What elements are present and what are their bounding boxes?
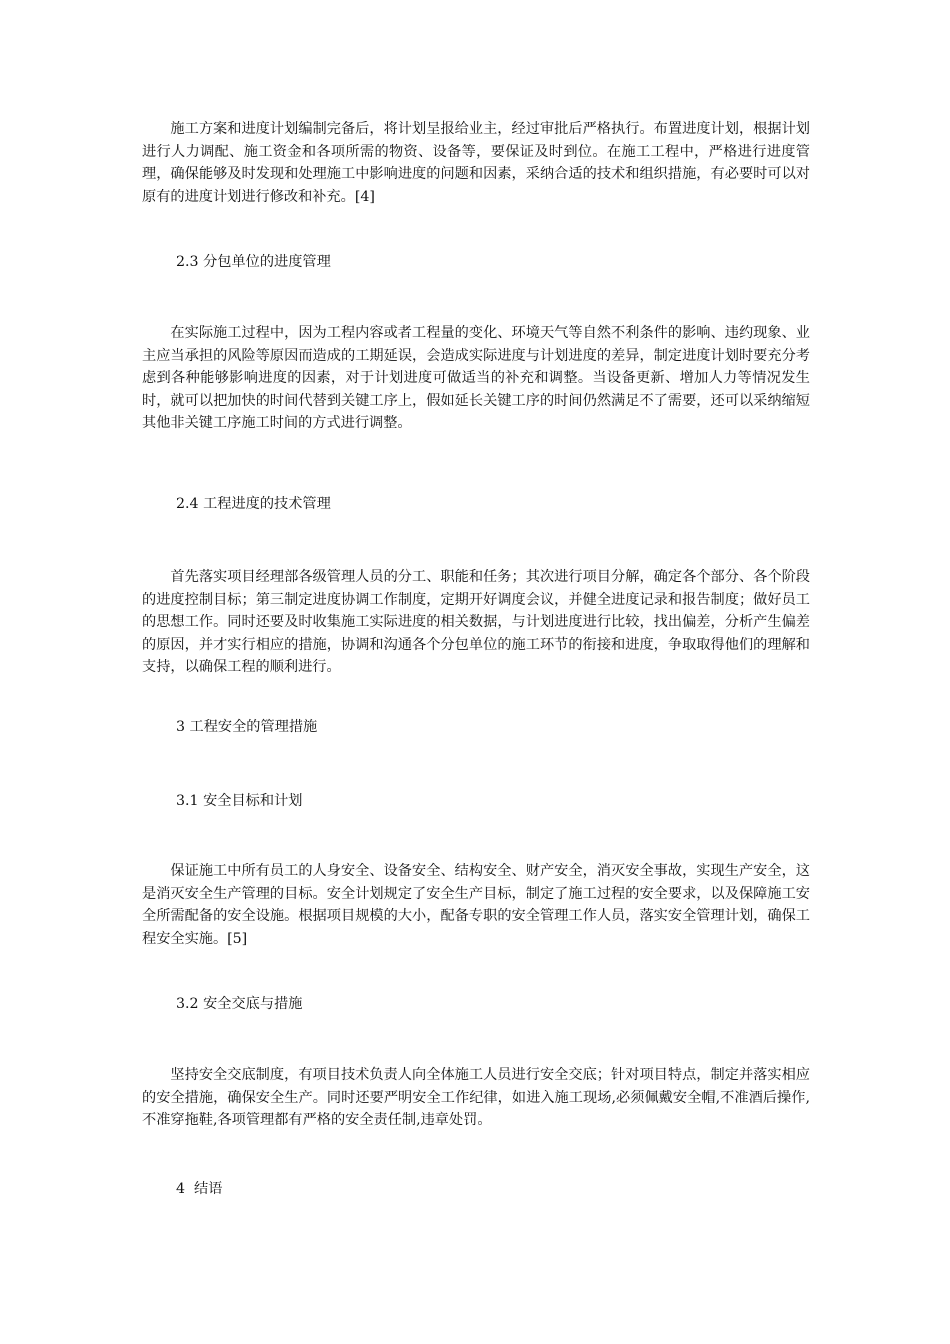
heading-3: 3 工程安全的管理措施 [176, 719, 318, 735]
heading-3-1: 3.1 安全目标和计划 [176, 793, 303, 809]
heading-2-3: 2.3 分包单位的进度管理 [176, 254, 331, 270]
paragraph-progress-plan: 施工方案和进度计划编制完备后，将计划呈报给业主，经过审批后严格执行。布置进度计划，根据计划进行人力调配、施工资金和各项所需的物资、设备等，要保证及时到位。在施工工程中，严格进行进度管理，确保能够及时发现和处理施工中影响进度的问题和因素，采纳合适的技术和组织措施，有必要时可以对原有的进度计划进行修改和补充。[4] [142, 121, 810, 205]
paragraph-safety-goals: 保证施工中所有员工的人身安全、设备安全、结构安全、财产安全，消灭安全事故，实现生产安全，这是消灭安全生产管理的目标。安全计划规定了安全生产目标，制定了施工过程的安全要求，以及保障施工安全所需配备的安全设施。根据项目规模的大小，配备专职的安全管理工作人员，落实安全管理计划，确保工程安全实施。[5] [142, 863, 810, 947]
heading-2-4: 2.4 工程进度的技术管理 [176, 496, 331, 512]
heading-3-2: 3.2 安全交底与措施 [176, 996, 303, 1012]
paragraph-technical-management: 首先落实项目经理部各级管理人员的分工、职能和任务；其次进行项目分解，确定各个部分、各个阶段的进度控制目标；第三制定进度协调工作制度，定期开好调度会议，并健全进度记录和报告制度；做好员工的思想工作。同时还要及时收集施工实际进度的相关数据，与计划进度进行比较，找出偏差，分析产生偏差的原因，并才实行相应的措施，协调和沟通各个分包单位的施工环节的衔接和进度，争取取得他们的理解和支持，以确保工程的顺利进行。 [142, 569, 810, 676]
heading-4-conclusion: 4 结语 [176, 1181, 223, 1197]
paragraph-subcontract-progress: 在实际施工过程中，因为工程内容或者工程量的变化、环境天气等自然不利条件的影响、违约现象、业主应当承担的风险等原因而造成的工期延误，会造成实际进度与计划进度的差异，制定进度计划时要充分考虑到各种能够影响进度的因素，对于计划进度可做适当的补充和调整。当设备更新、增加人力等情况发生时，就可以把加快的时间代替到关键工序上，假如延长关键工序的时间仍然满足不了需要，还可以采纳缩短其他非关键工序施工时间的方式进行调整。 [142, 325, 810, 432]
paragraph-safety-briefing: 坚持安全交底制度，有项目技术负责人向全体施工人员进行安全交底；针对项目特点，制定并落实相应的安全措施，确保安全生产。同时还要严明安全工作纪律，如进入施工现场,必须佩戴安全帽,不准酒后操作,不准穿拖鞋,各项管理都有严格的安全责任制,违章处罚。 [142, 1067, 810, 1129]
